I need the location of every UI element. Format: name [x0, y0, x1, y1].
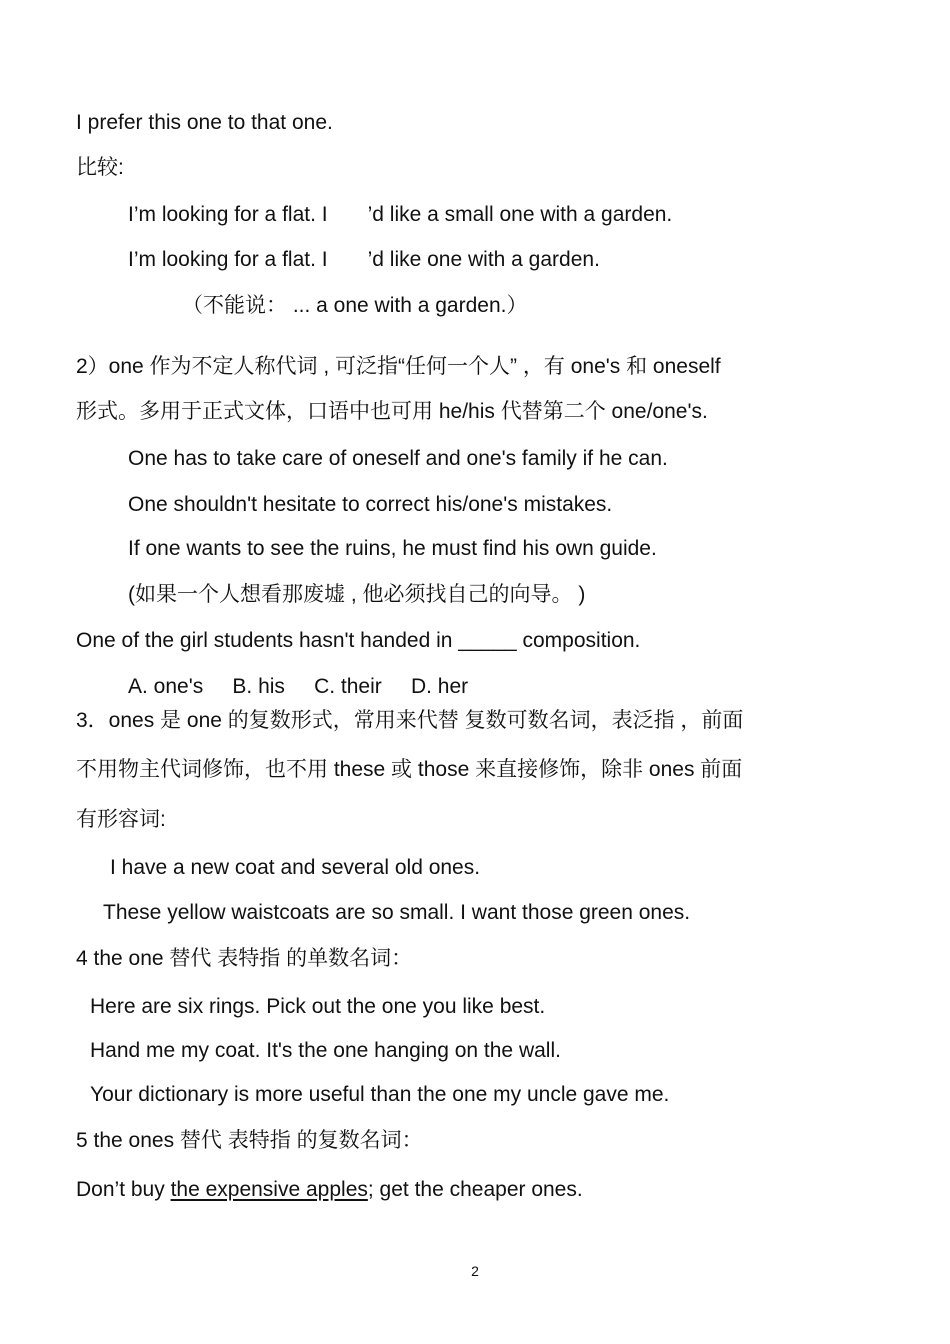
- text-line: I prefer this one to that one.: [76, 111, 333, 134]
- text-line: One has to take care of oneself and one's family if he can.: [128, 447, 668, 470]
- text-line: Your dictionary is more useful than the one my uncle gave me.: [90, 1083, 670, 1106]
- text-line: Hand me my coat. It's the one hanging on the wall.: [90, 1039, 561, 1062]
- text-fragment: I’m looking for a flat. I: [128, 248, 328, 271]
- text-fragment: ; get the cheaper ones.: [367, 1178, 583, 1201]
- text-line: （不能说： ... a one with a garden.）: [182, 294, 528, 317]
- text-fragment: ’d like a small one with a garden.: [367, 203, 673, 226]
- text-line: A. one's B. his C. their D. her: [128, 675, 469, 698]
- text-line: 有形容词:: [76, 808, 166, 831]
- text-line: 不用物主代词修饰，也不用 these 或 those 来直接修饰，除非 ones 前面: [76, 758, 743, 781]
- text-line: 比较:: [76, 156, 124, 179]
- text-line: 形式。多用于正式文体，口语中也可用 he/his 代替第二个 one/one's.: [76, 400, 708, 423]
- text-line: (如果一个人想看那废墟 , 他必须找自己的向导。 ): [128, 583, 586, 606]
- text-fragment: I’m looking for a flat. I: [128, 203, 328, 226]
- text-line: [128, 201, 672, 229]
- text-line: One shouldn't hesitate to correct his/one's mistakes.: [128, 493, 613, 516]
- page-number: 2: [471, 1263, 479, 1279]
- underlined-text: the expensive apples: [170, 1178, 368, 1201]
- text-fragment: ’d like one with a garden.: [367, 248, 600, 271]
- text-line: Here are six rings. Pick out the one you like best.: [90, 995, 546, 1018]
- text-line: 5 the ones 替代 表特指 的复数名词：: [76, 1129, 423, 1152]
- text-line: [76, 1176, 583, 1204]
- text-line: 2）one 作为不定人称代词 , 可泛指“任何一个人” ，有 one's 和 oneself: [76, 355, 721, 378]
- text-line: If one wants to see the ruins, he must find his own guide.: [128, 537, 657, 560]
- text-line: [128, 246, 600, 274]
- text-line: These yellow waistcoats are so small. I want those green ones.: [103, 901, 691, 924]
- text-line: One of the girl students hasn't handed in _____ composition.: [76, 629, 641, 652]
- text-line: 3．ones 是 one 的复数形式，常用来代替 复数可数名词，表泛指 ，前面: [76, 709, 744, 732]
- text-fragment: Don’t buy: [76, 1178, 171, 1201]
- text-line: I have a new coat and several old ones.: [110, 856, 481, 879]
- text-line: 4 the one 替代 表特指 的单数名词：: [76, 947, 413, 970]
